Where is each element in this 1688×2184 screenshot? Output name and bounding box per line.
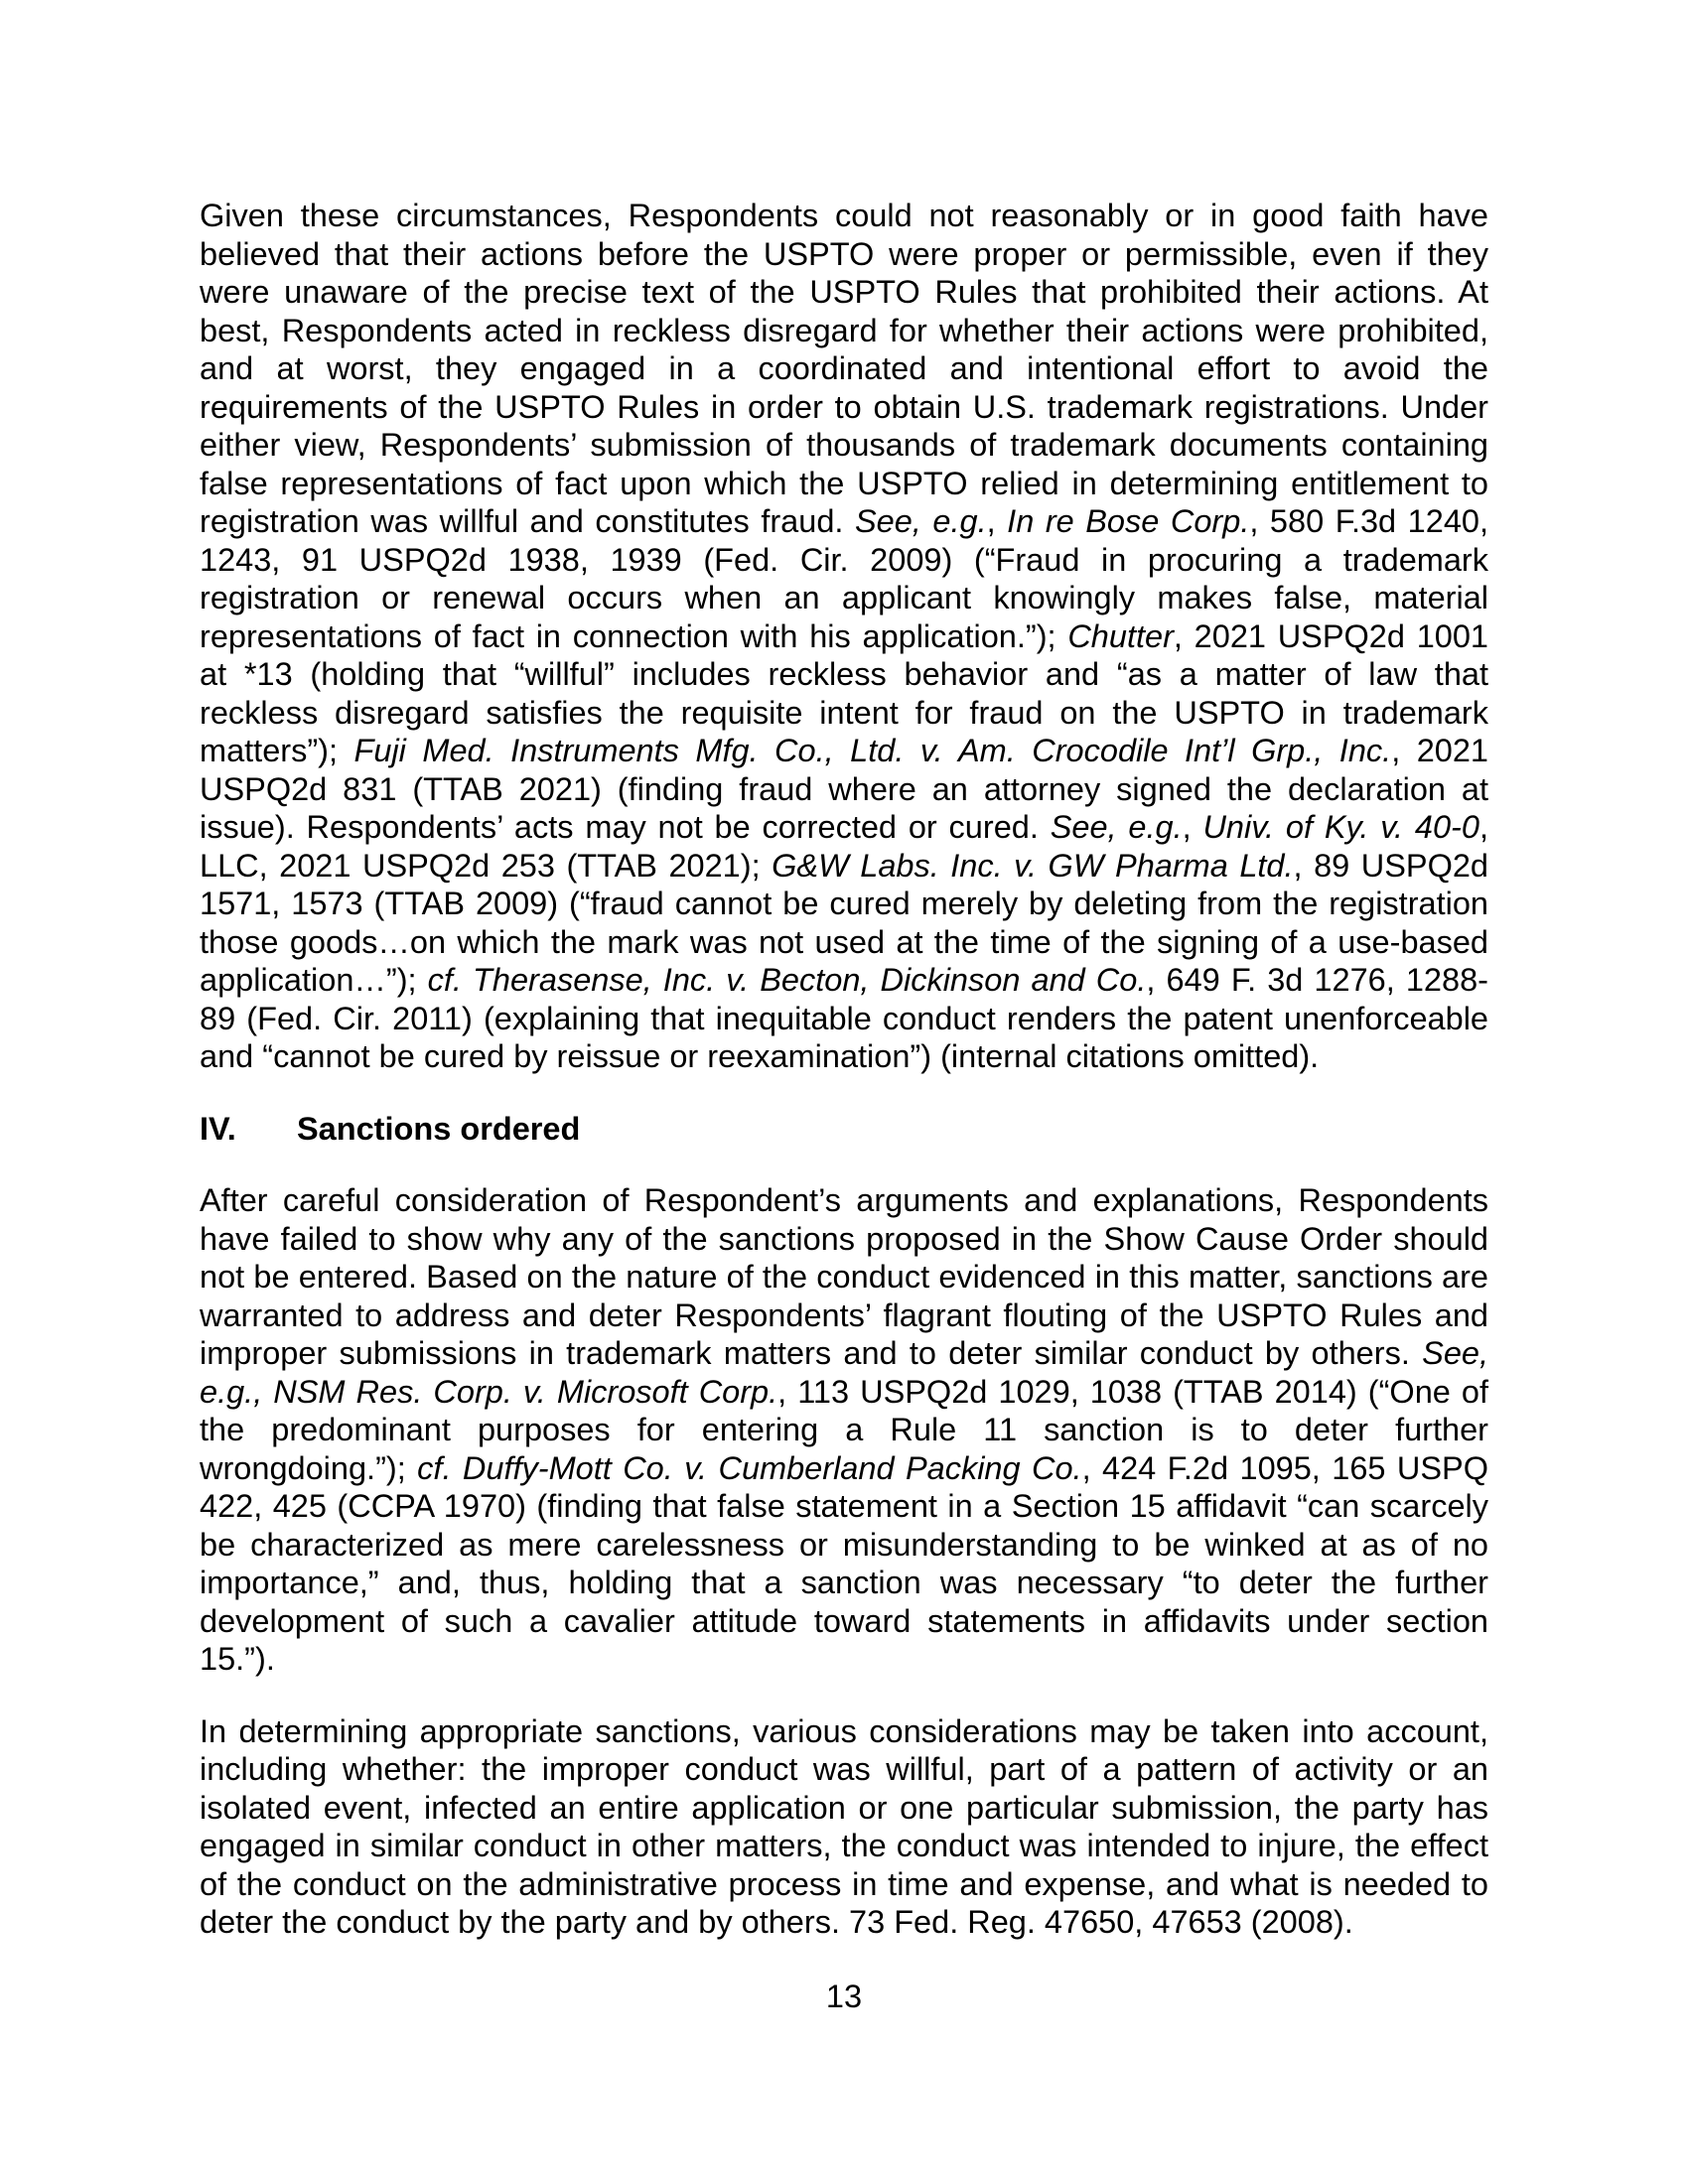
text-segment: , 424 F.2d 1095, 165 USPQ 422, 425 (CCPA 1970) (finding that false statement in a Section 15 affidavit “can scarcely be characterized as mere carelessness or misunderstanding to be winked at as of no importance,” and, thus, holding that a sanction was necessary “to deter the further development of such a cavalier attitude toward statements in affidavits under section 15.”). — [200, 1449, 1488, 1677]
text-segment: In determining appropriate sanctions, various considerations may be taken into account, including whether: the improper conduct was willful, part of a pattern of activity or an isolated event, infected an entire application or one particular submission, the party has engaged in similar conduct in other matters, the conduct was intended to injure, the effect of the conduct on the administrative process in time and expense, and what is needed to deter the conduct by the party and by others. 73 Fed. Reg. 47650, 47653 (2008). — [200, 1712, 1488, 1940]
section-number: IV. — [200, 1110, 236, 1147]
text-segment: , 2021 USPQ2d 1001 at *13 (holding that “willful” includes reckless behavior and “as a matter of law that reckless disregard satisfies the requisite intent for fraud on the USPTO in trademark matters”); — [200, 617, 1488, 768]
document-page — [200, 197, 1488, 1942]
text-segment: , — [1182, 809, 1203, 845]
page-number: 13 — [825, 1979, 863, 2014]
section-title: Sanctions ordered — [297, 1110, 581, 1147]
citation-italic: cf. Duffy-Mott Co. v. Cumberland Packing Co. — [417, 1449, 1082, 1486]
text-segment: , 649 F. 3d 1276, 1288-89 (Fed. Cir. 2011) (explaining that inequitable conduct renders the patent unenforceable and “cannot be cured by reissue or reexamination”) (internal citations omitted). — [200, 962, 1488, 1074]
paragraph-sanctions-warranted — [200, 1181, 1488, 1679]
section-heading — [200, 1110, 1488, 1149]
citation-italic: See, e.g. — [854, 503, 987, 539]
text-segment: , — [986, 503, 1008, 539]
citation-italic: In re Bose Corp. — [1007, 503, 1250, 539]
citation-italic: See, e.g., NSM Res. Corp. v. Microsoft Corp. — [200, 1335, 1488, 1410]
text-segment: , 580 F.3d 1240, 1243, 91 USPQ2d 1938, 1939 (Fed. Cir. 2009) (“Fraud in procuring a trademark registration or renewal occurs when an applicant knowingly makes false, material representations of fact in connection with his application.”); — [200, 503, 1489, 654]
text-segment: Given these circumstances, Respondents could not reasonably or in good faith have believed that their actions before the USPTO were proper or permissible, even if they were unaware of the precise text of the USPTO Rules that prohibited their actions. At best, Respondents acted in reckless disregard for whether their actions were prohibited, and at worst, they engaged in a coordinated and intentional effort to avoid the requirements of the USPTO Rules in order to obtain U.S. trademark registrations. Under either view, Respondents’ submission of thousands of trademark documents containing false representations of fact upon which the USPTO relied in determining entitlement to registration was willful and constitutes fraud. — [200, 198, 1488, 539]
text-segment: After careful consideration of Respondent’s arguments and explanations, Respondents have failed to show why any of the sanctions proposed in the Show Cause Order should not be entered. Based on the nature of the conduct evidenced in this matter, sanctions are warranted to address and deter Respondents’ flagrant flouting of the USPTO Rules and improper submissions in trademark matters and to deter similar conduct by others. — [200, 1182, 1488, 1371]
citation-italic: Fuji Med. Instruments Mfg. Co., Ltd. v. Am. Crocodile Int’l Grp., Inc. — [353, 733, 1392, 768]
citation-italic: cf. Therasense, Inc. v. Becton, Dickinson and Co. — [427, 962, 1147, 998]
citation-italic: See, e.g. — [1050, 809, 1183, 845]
text-segment: , LLC, 2021 USPQ2d 253 (TTAB 2021); — [200, 809, 1488, 884]
text-segment: , 89 USPQ2d 1571, 1573 (TTAB 2009) (“fraud cannot be cured merely by deleting from the registration those goods…on which the mark was not used at the time of the signing of a use-based application…”); — [200, 847, 1489, 998]
citation-italic: Chutter — [1067, 617, 1174, 654]
text-segment: , 113 USPQ2d 1029, 1038 (TTAB 2014) (“One of the predominant purposes for entering a Rule 11 sanction is to deter further wrongdoing.”); — [200, 1373, 1488, 1486]
citation-italic: G&W Labs. Inc. v. GW Pharma Ltd. — [772, 847, 1294, 884]
paragraph-fraud-analysis — [200, 197, 1488, 1076]
citation-italic: Univ. of Ky. v. 40-0 — [1202, 809, 1479, 845]
paragraph-sanction-considerations — [200, 1712, 1488, 1942]
text-segment: , 2021 USPQ2d 831 (TTAB 2021) (finding fraud where an attorney signed the declaration at issue). Respondents’ acts may not be corrected or cured. — [200, 733, 1489, 845]
